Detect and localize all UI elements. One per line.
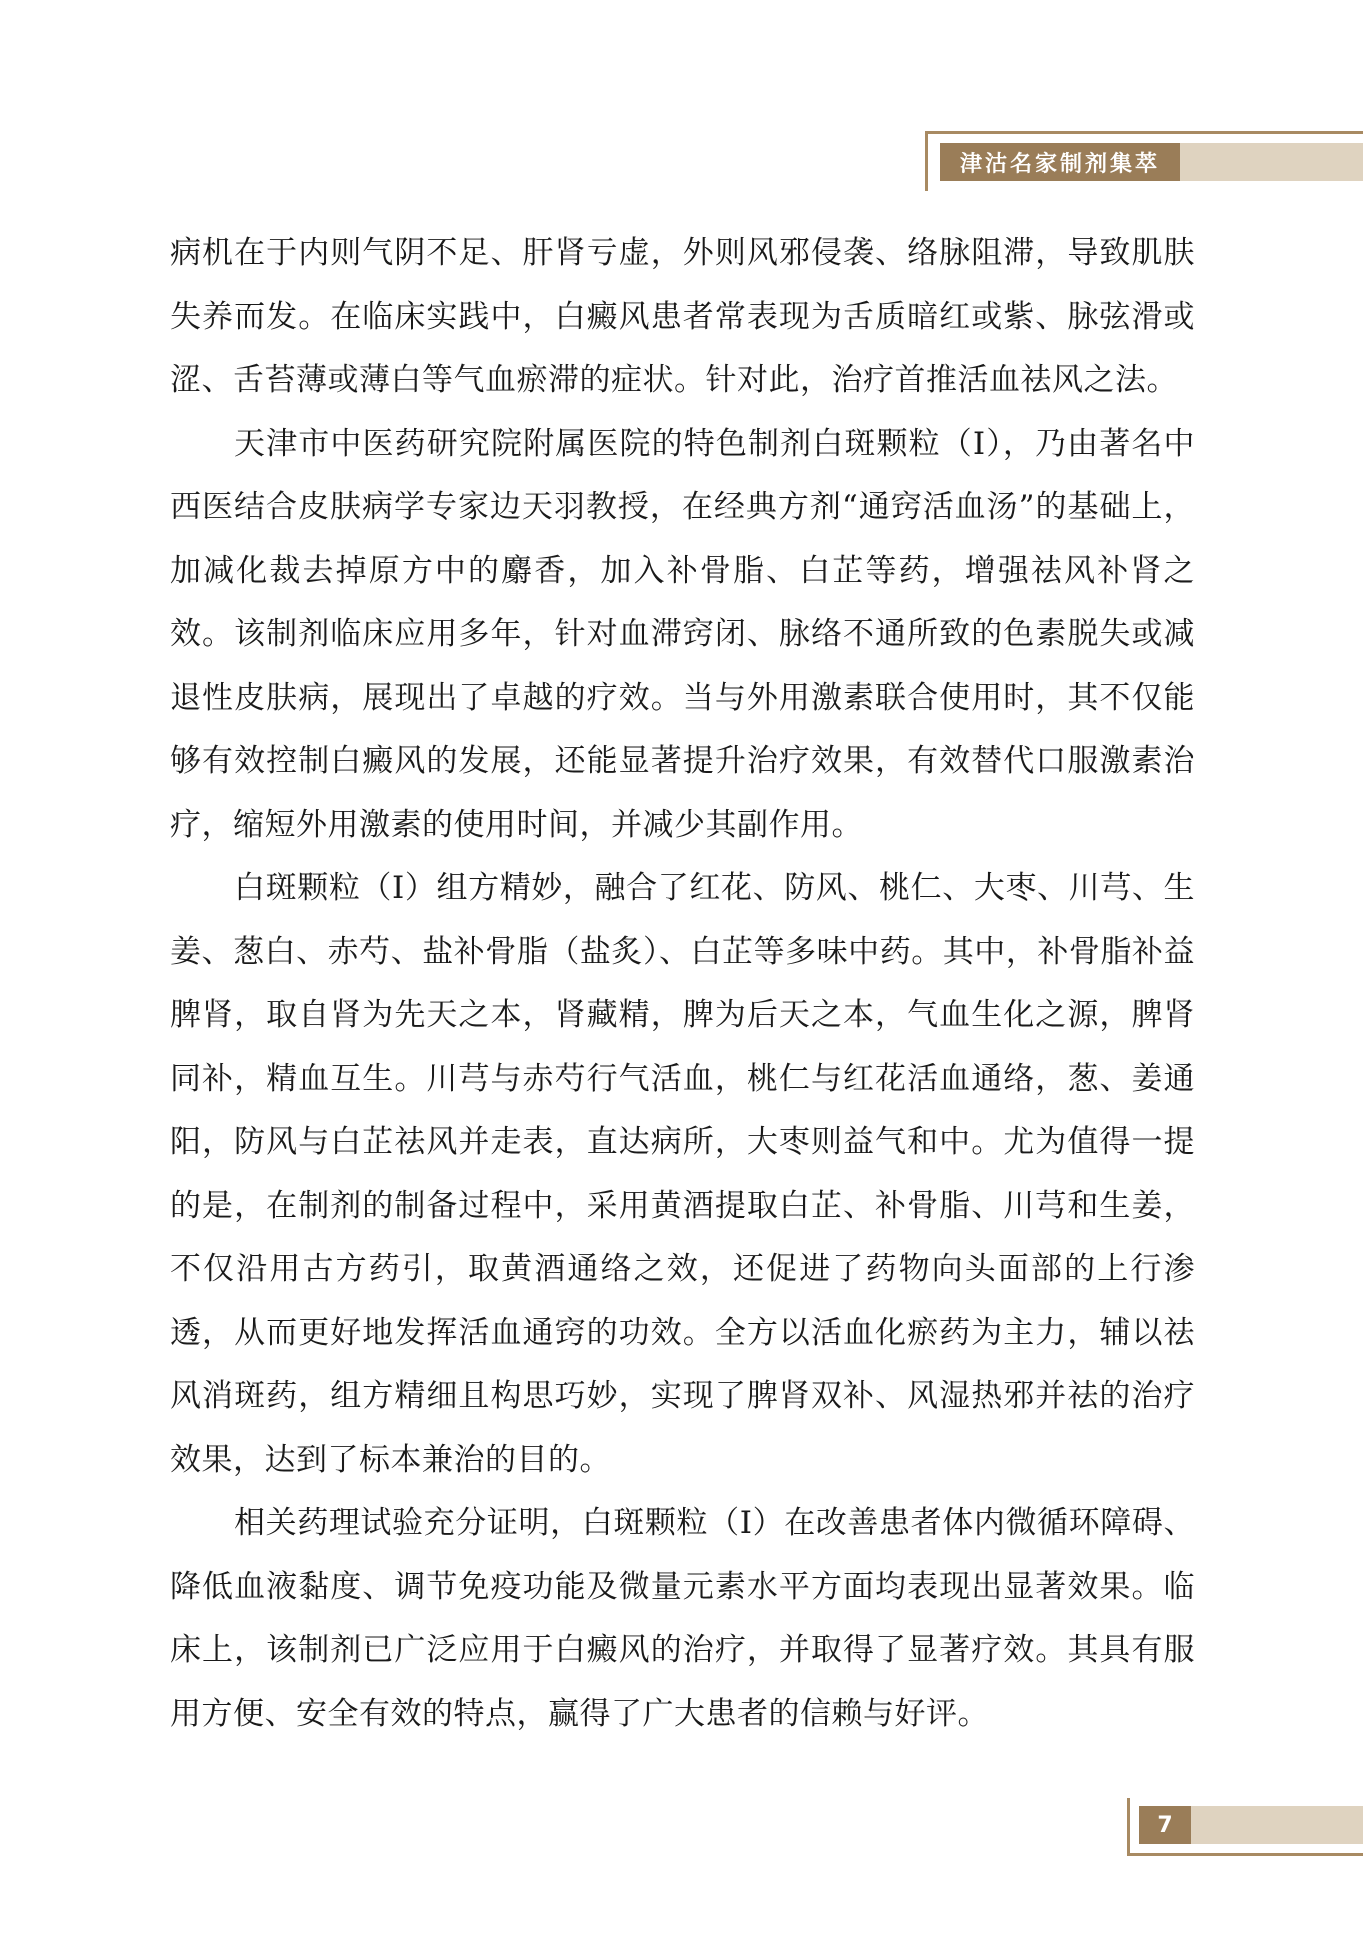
paragraph: 天津市中医药研究院附属医院的特色制剂白斑颗粒（Ⅰ），乃由著名中西医结合皮肤病学专家边天羽教授，在经典方剂“通窍活血汤”的基础上，加减化裁去掉原方中的麝香，加入补骨脂、白芷等药，增强祛风补肾之效。该制剂临床应用多年，针对血滞窍闭、脉络不通所致的色素脱失或减退性皮肤病，展现出了卓越的疗效。当与外用激素联合使用时，其不仅能够有效控制白癜风的发展，还能显著提升治疗效果，有效替代口服激素治疗，缩短外用激素的使用时间，并减少其副作用。 (170, 425, 1195, 843)
page-number: 7 (1139, 1806, 1191, 1844)
header-rule-horizontal (925, 131, 1363, 134)
header-label-tail (1180, 143, 1363, 181)
paragraph: 相关药理试验充分证明，白斑颗粒（Ⅰ）在改善患者体内微循环障碍、降低血液黏度、调节免疫功能及微量元素水平方面均表现出显著效果。临床上，该制剂已广泛应用于白癜风的治疗，并取得了显著疗效。其具有服用方便、安全有效的特点，赢得了广大患者的信赖与好评。 (170, 1505, 1195, 1732)
page-number-rule-horizontal (1127, 1853, 1363, 1856)
paragraph: 白斑颗粒（Ⅰ）组方精妙，融合了红花、防风、桃仁、大枣、川芎、生姜、葱白、赤芍、盐补骨脂（盐炙）、白芷等多味中药。其中，补骨脂补益脾肾，取自肾为先天之本，肾藏精，脾为后天之本，气血生化之源，脾肾同补，精血互生。川芎与赤芍行气活血，桃仁与红花活血通络，葱、姜通阳，防风与白芷祛风并走表，直达病所，大枣则益气和中。尤为值得一提的是，在制剂的制备过程中，采用黄酒提取白芷、补骨脂、川芎和生姜，不仅沿用古方药引，取黄酒通络之效，还促进了药物向头面部的上行渗透，从而更好地发挥活血通窍的功效。全方以活血化瘀药为主力，辅以祛风消斑药，组方精细且构思巧妙，实现了脾肾双补、风湿热邪并祛的治疗效果，达到了标本兼治的目的。 (170, 870, 1195, 1478)
paragraph-continuation: 病机在于内则气阴不足、肝肾亏虚，外则风邪侵袭、络脉阻滞，导致肌肤失养而发。在临床实践中，白癜风患者常表现为舌质暗红或紫、脉弦滑或涩、舌苔薄或薄白等气血瘀滞的症状。针对此，治疗首推活血祛风之法。 (170, 235, 1195, 398)
header-rule-vertical (925, 131, 928, 191)
page-number-tail (1191, 1806, 1363, 1844)
book-title-label: 津沽名家制剂集萃 (940, 143, 1180, 181)
page-number-rule-vertical (1127, 1798, 1130, 1856)
body-text (170, 222, 1195, 1746)
